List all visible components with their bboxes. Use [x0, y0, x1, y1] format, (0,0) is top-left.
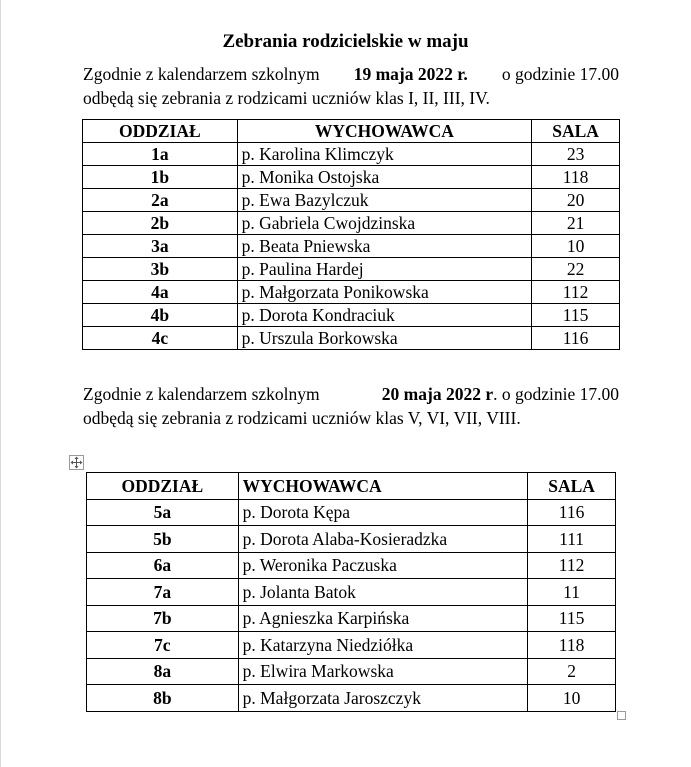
class-cell: 1a: [83, 143, 238, 166]
class-cell: 7c: [87, 632, 239, 659]
class-cell: 8a: [87, 658, 239, 685]
room-cell: 10: [532, 235, 620, 258]
class-cell: 6a: [87, 552, 239, 579]
intro-line-2: odbędą się zebrania z rodzicami uczniów klas I, II, III, IV.: [83, 88, 490, 108]
teacher-cell: p. Agnieszka Karpińska: [238, 605, 528, 632]
class-cell: 7a: [87, 579, 239, 606]
class-cell: 5a: [87, 499, 239, 526]
class-cell: 8b: [87, 685, 239, 712]
teacher-cell: p. Małgorzata Ponikowska: [237, 281, 531, 304]
intro-text-before-date: Zgodnie z kalendarzem szkolnym: [83, 64, 320, 84]
table-row: [87, 526, 616, 553]
resize-square-icon[interactable]: [617, 711, 626, 720]
teacher-cell: p. Jolanta Batok: [238, 579, 528, 606]
table-row: [83, 304, 620, 327]
intro-text-after-date: . o godzinie 17.00: [493, 384, 619, 404]
class-cell: 4b: [83, 304, 238, 327]
teacher-cell: p. Paulina Hardej: [237, 258, 531, 281]
intro-line-2: odbędą się zebrania z rodzicami uczniów klas V, VI, VII, VIII.: [83, 408, 521, 428]
room-cell: 115: [532, 304, 620, 327]
room-cell: 118: [528, 632, 616, 659]
schedule-table-2: [86, 472, 616, 712]
teacher-cell: p. Ewa Bazylczuk: [237, 189, 531, 212]
table-row: [87, 632, 616, 659]
room-cell: 112: [532, 281, 620, 304]
table-row: [83, 189, 620, 212]
table-row: [83, 212, 620, 235]
class-cell: 3a: [83, 235, 238, 258]
header-oddzial: ODDZIAŁ: [83, 120, 238, 143]
room-cell: 22: [532, 258, 620, 281]
room-cell: 21: [532, 212, 620, 235]
table-row: [87, 685, 616, 712]
table-row: [87, 552, 616, 579]
teacher-cell: p. Małgorzata Jaroszczyk: [238, 685, 528, 712]
table-row: [83, 258, 620, 281]
intro-paragraph-2: [83, 382, 619, 430]
intro-text-before-date: Zgodnie z kalendarzem szkolnym: [83, 384, 320, 404]
table-header-row: [83, 120, 620, 143]
table-row: [83, 143, 620, 166]
table-row: [87, 499, 616, 526]
teacher-cell: p. Dorota Kępa: [238, 499, 528, 526]
intro-line-1: [83, 382, 619, 406]
teacher-cell: p. Katarzyna Niedziółka: [238, 632, 528, 659]
header-wychowawca: WYCHOWAWCA: [237, 120, 531, 143]
meeting-date: 20 maja 2022 r: [381, 384, 494, 404]
teacher-cell: p. Urszula Borkowska: [237, 327, 531, 350]
room-cell: 10: [528, 685, 616, 712]
header-wychowawca: WYCHOWAWCA: [238, 473, 528, 500]
meeting-date-group: [382, 382, 619, 406]
room-cell: 116: [532, 327, 620, 350]
class-cell: 4c: [83, 327, 238, 350]
class-cell: 3b: [83, 258, 238, 281]
header-sala: SALA: [528, 473, 616, 500]
meeting-date: 19 maja 2022 r.: [353, 64, 468, 84]
table-row: [87, 605, 616, 632]
class-cell: 2b: [83, 212, 238, 235]
room-cell: 118: [532, 166, 620, 189]
teacher-cell: p. Monika Ostojska: [237, 166, 531, 189]
teacher-cell: p. Gabriela Cwojdzinska: [237, 212, 531, 235]
teacher-cell: p. Dorota Alaba-Kosieradzka: [238, 526, 528, 553]
teacher-cell: p. Weronika Paczuska: [238, 552, 528, 579]
room-cell: 11: [528, 579, 616, 606]
teacher-cell: p. Beata Pniewska: [237, 235, 531, 258]
table-row: [83, 327, 620, 350]
room-cell: 2: [528, 658, 616, 685]
table-row: [83, 166, 620, 189]
room-cell: 116: [528, 499, 616, 526]
intro-line-1: [83, 62, 619, 86]
intro-text-after-date: o godzinie 17.00: [501, 64, 619, 84]
teacher-cell: p. Dorota Kondraciuk: [237, 304, 531, 327]
table-header-row: [87, 473, 616, 500]
class-cell: 2a: [83, 189, 238, 212]
room-cell: 112: [528, 552, 616, 579]
table-row: [83, 235, 620, 258]
table-row: [83, 281, 620, 304]
move-arrows-icon[interactable]: [69, 455, 84, 470]
header-oddzial: ODDZIAŁ: [87, 473, 239, 500]
table-row: [87, 658, 616, 685]
room-cell: 20: [532, 189, 620, 212]
class-cell: 7b: [87, 605, 239, 632]
header-sala: SALA: [532, 120, 620, 143]
room-cell: 111: [528, 526, 616, 553]
room-cell: 115: [528, 605, 616, 632]
class-cell: 4a: [83, 281, 238, 304]
document-title: Zebrania rodzicielskie w maju: [222, 31, 469, 52]
page-edge: [0, 0, 1, 767]
teacher-cell: p. Elwira Markowska: [238, 658, 528, 685]
table-row: [87, 579, 616, 606]
intro-paragraph-1: [83, 62, 619, 110]
teacher-cell: p. Karolina Klimczyk: [237, 143, 531, 166]
class-cell: 5b: [87, 526, 239, 553]
schedule-table-1: [82, 119, 620, 350]
room-cell: 23: [532, 143, 620, 166]
class-cell: 1b: [83, 166, 238, 189]
